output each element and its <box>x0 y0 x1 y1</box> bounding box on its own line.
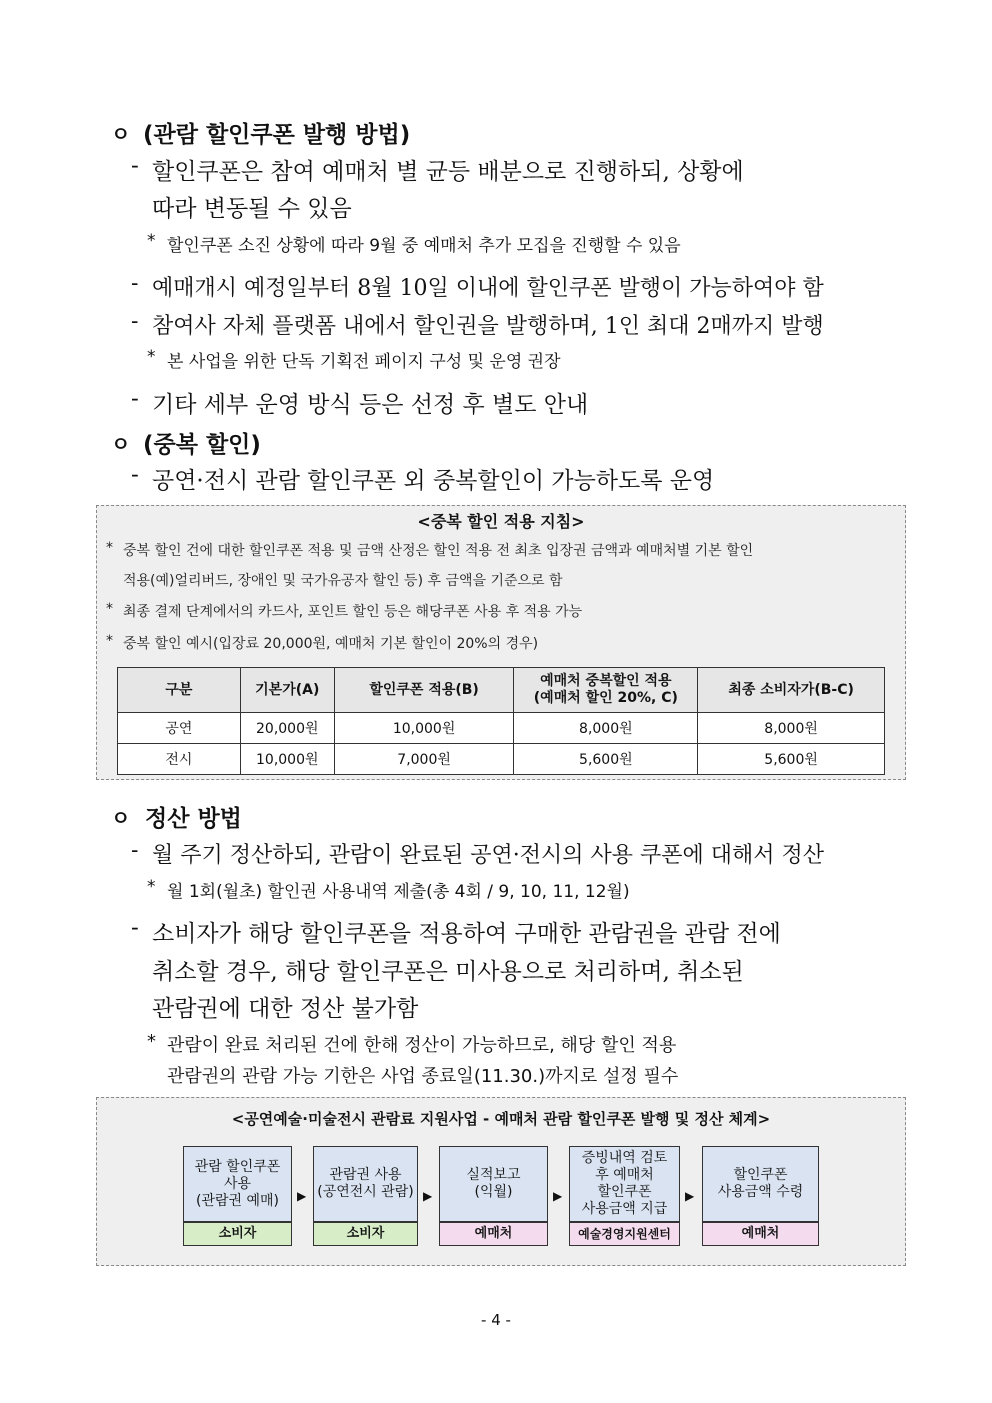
flow-step-line: 후 예매처 <box>595 1167 654 1183</box>
arrow-right-icon: ▶ <box>553 1189 563 1203</box>
note-marker: * <box>147 1031 156 1052</box>
flow-step-box <box>183 1146 292 1222</box>
text-line: 취소할 경우, 해당 할인쿠폰은 미사용으로 처리하며, 취소된 <box>152 959 744 985</box>
flow-step-line: 관람 할인쿠폰 <box>194 1158 281 1175</box>
guide-note: 적용(예)얼리버드, 장애인 및 국가유공자 할인 등) 후 금액을 기준으로 함 <box>123 573 563 589</box>
arrow-right-icon: ▶ <box>685 1189 695 1203</box>
table-header-cell: 구분 <box>118 668 241 713</box>
flow-step-line: 사용 <box>223 1175 252 1192</box>
text-line: 관람권에 대한 정산 불가함 <box>152 996 419 1022</box>
note-line: 월 1회(월초) 할인권 사용내역 제출(총 4회 / 9, 10, 11, 12월) <box>167 882 630 902</box>
flow-step-line: 할인쿠폰 <box>733 1167 788 1183</box>
flow-step-line: 할인쿠폰 <box>597 1184 652 1200</box>
section-bullet: ㅇ <box>111 122 131 146</box>
table-header-line: 예매처 중복할인 적용 <box>540 673 672 689</box>
flow-step-actor: 예매처 <box>702 1222 819 1246</box>
table-cell: 8,000원 <box>698 713 885 744</box>
flow-title: <공연예술·미술전시 관람료 지원사업 - 예매처 관람 할인쿠폰 발행 및 정산 체계> <box>231 1110 771 1128</box>
flow-step-line: (공연전시 관람) <box>317 1184 414 1200</box>
table-header-cell: 최종 소비자가(B-C) <box>698 668 885 713</box>
text-line: 따라 변동될 수 있음 <box>152 196 352 222</box>
flow-step-line: 관람권 사용 <box>329 1167 402 1183</box>
note-marker: * <box>147 877 156 897</box>
dash-bullet: - <box>131 462 139 488</box>
note-line: 본 사업을 위한 단독 기획전 페이지 구성 및 운영 권장 <box>167 352 561 372</box>
arrow-right-icon: ▶ <box>297 1189 307 1203</box>
note-line: 할인쿠폰 소진 상황에 따라 9월 중 예매처 추가 모집을 진행할 수 있음 <box>167 236 681 256</box>
table-header-cell: 할인쿠폰 적용(B) <box>334 668 514 713</box>
table-header-cell <box>514 668 698 713</box>
table-row <box>118 744 885 775</box>
flow-step-line: 실적보고 <box>466 1167 521 1183</box>
flow-step-actor: 예매처 <box>439 1222 548 1246</box>
flow-step-line: (관람권 예매) <box>195 1192 279 1209</box>
table-cell: 10,000원 <box>334 713 514 744</box>
flow-step-box <box>439 1146 548 1222</box>
dash-bullet: - <box>131 153 139 179</box>
page-number: - 4 - <box>481 1311 511 1329</box>
section-bullet: ㅇ <box>111 432 131 456</box>
section-bullet: ㅇ <box>111 806 131 830</box>
note-marker: * <box>106 540 113 556</box>
flow-step-box <box>702 1146 819 1222</box>
note-marker: * <box>147 347 156 367</box>
text-line: 할인쿠폰은 참여 예매처 별 균등 배분으로 진행하되, 상황에 <box>152 159 744 185</box>
table-cell: 8,000원 <box>514 713 698 744</box>
section-title-coupon-issue: (관람 할인쿠폰 발행 방법) <box>143 122 411 148</box>
dash-bullet: - <box>131 309 139 334</box>
dash-bullet: - <box>131 271 139 296</box>
table-row <box>118 713 885 744</box>
arrow-right-icon: ▶ <box>423 1189 433 1203</box>
guide-note: 중복 할인 건에 대한 할인쿠폰 적용 및 금액 산정은 할인 적용 전 최초 입장권 금액과 예매처별 기본 할인 <box>123 543 754 559</box>
flow-step-line: 증빙내역 검토 <box>581 1150 668 1166</box>
table-cell: 10,000원 <box>240 744 334 775</box>
dash-bullet: - <box>131 838 139 863</box>
table-cell: 공연 <box>118 713 241 744</box>
flow-step-box <box>569 1146 680 1222</box>
flow-step-line: 사용금액 수령 <box>717 1184 804 1200</box>
text-line: 월 주기 정산하되, 관람이 완료된 공연·전시의 사용 쿠폰에 대해서 정산 <box>152 843 824 868</box>
flow-step-actor: 소비자 <box>183 1222 292 1246</box>
table-header-line: (예매처 할인 20%, C) <box>533 690 678 706</box>
discount-example-table <box>117 667 885 775</box>
section-title-settlement: 정산 방법 <box>145 806 242 832</box>
text-line: 공연·전시 관람 할인쿠폰 외 중복할인이 가능하도록 운영 <box>152 468 715 494</box>
text-line: 소비자가 해당 할인쿠폰을 적용하여 구매한 관람권을 관람 전에 <box>152 921 781 947</box>
note-marker: * <box>106 633 113 649</box>
note-line: 관람이 완료 처리된 건에 한해 정산이 가능하므로, 해당 할인 적용 <box>167 1035 677 1056</box>
guide-note: 최종 결제 단계에서의 카드사, 포인트 할인 등은 해당쿠폰 사용 후 적용 가능 <box>123 604 583 620</box>
dash-bullet: - <box>131 386 139 412</box>
table-header-row <box>118 668 885 713</box>
dash-bullet: - <box>131 915 139 941</box>
guide-note: 중복 할인 예시(입장료 20,000원, 예매처 기본 할인이 20%의 경우) <box>123 636 539 652</box>
flow-step-line: (익월) <box>474 1184 513 1200</box>
flow-step-line: 사용금액 지급 <box>581 1201 668 1217</box>
table-cell: 전시 <box>118 744 241 775</box>
text-line: 기타 세부 운영 방식 등은 선정 후 별도 안내 <box>152 392 589 418</box>
section-title-duplicate-discount: (중복 할인) <box>143 432 261 458</box>
text-line: 예매개시 예정일부터 8월 10일 이내에 할인쿠폰 발행이 가능하여야 함 <box>152 276 824 301</box>
table-header-cell: 기본가(A) <box>240 668 334 713</box>
table-cell: 5,600원 <box>514 744 698 775</box>
flow-step-actor: 소비자 <box>313 1222 418 1246</box>
flow-step-actor: 예술경영지원센터 <box>569 1222 680 1246</box>
table-cell: 7,000원 <box>334 744 514 775</box>
table-cell: 20,000원 <box>240 713 334 744</box>
text-line: 참여사 자체 플랫폼 내에서 할인권을 발행하며, 1인 최대 2매까지 발행 <box>152 314 824 339</box>
note-marker: * <box>106 601 113 617</box>
note-line: 관람권의 관람 가능 기한은 사업 종료일(11.30.)까지로 설정 필수 <box>167 1066 679 1087</box>
table-cell: 5,600원 <box>698 744 885 775</box>
note-marker: * <box>147 231 156 251</box>
flow-step-box <box>313 1146 418 1222</box>
guide-title: <중복 할인 적용 지침> <box>417 512 585 531</box>
